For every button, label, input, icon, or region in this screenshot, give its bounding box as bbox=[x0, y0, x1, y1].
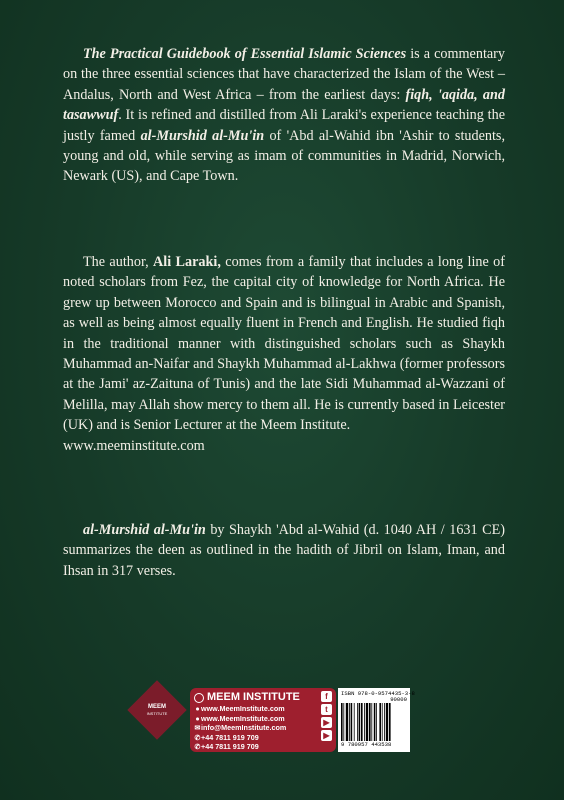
sciences-list: fiqh, 'aqida, and tasawwuf bbox=[63, 86, 505, 124]
author-bio: comes from a family that includes a long line of noted scholars from Fez, the capital city of knowledge for North Africa. He grew up between Morocco and Spain and is bilingual in Arabic and Spanish, as well as being almost equally fluent in French and English. He studied fiqh in the traditional manner with distinguished scholars such as Shaykh Muhammad an-Naifar and Shaykh Muhammad al-Lakhwa (former professors at the Jami' az-Zaituna of Tunis) and the late Sidi Muhammad al-Wazzani of Melilla, may Allah show mercy to them all. He is currently based in Leicester (UK) and is Senior Lecturer at the Meem Institute. bbox=[63, 254, 505, 434]
isbn-text: ISBN 978-0-9574435-3-8 bbox=[341, 690, 415, 697]
contact-line-4[interactable]: +44 7811 919 709 bbox=[201, 732, 259, 742]
murshid-title: al-Murshid al-Mu'in bbox=[140, 127, 265, 144]
social-icons bbox=[321, 691, 334, 741]
contact-line-5[interactable]: +44 7811 919 709 bbox=[201, 742, 259, 752]
globe-icon: ● bbox=[195, 704, 200, 713]
logo-name: MEEM bbox=[148, 704, 166, 710]
description-text-3: of 'Abd al-Wahid ibn 'Ashir to students, young and old, while serving as imam of communities in Madrid, Norwich, Newark (US), and Cape Town. bbox=[63, 127, 505, 185]
play-icon[interactable]: ▶ bbox=[321, 717, 332, 728]
phone-icon: ✆ bbox=[194, 732, 201, 742]
description-text: is a commentary on the three essential sciences that have characterized the Islam of the West – Andalus, North and West Africa – from the earliest days: bbox=[63, 46, 505, 103]
description-text-2: . It is refined and distilled from Ali Laraki's experience teaching the justly famed bbox=[63, 107, 505, 144]
globe-icon-2: ● bbox=[195, 713, 200, 723]
youtube-icon[interactable]: ▶ bbox=[321, 730, 332, 741]
facebook-icon[interactable]: f bbox=[321, 691, 332, 702]
contact-line-1[interactable]: www.MeemInstitute.com bbox=[201, 704, 285, 713]
isbn-barcode bbox=[338, 688, 415, 752]
twitter-icon[interactable]: t bbox=[321, 704, 332, 715]
author-paragraph bbox=[63, 252, 505, 456]
book-title: The Practical Guidebook of Essential Islamic Sciences bbox=[83, 46, 407, 62]
logo-sub: INSTITUTE bbox=[146, 711, 168, 716]
website-link[interactable]: www.meeminstitute.com bbox=[63, 437, 205, 454]
murshid-title-2: al-Murshid al-Mu'in bbox=[83, 522, 206, 538]
contact-line-2[interactable]: www.MeemInstitute.com bbox=[201, 713, 285, 723]
description-paragraph bbox=[63, 44, 505, 187]
whatsapp-icon: ✆ bbox=[194, 742, 201, 752]
contact-brand: MEEM INSTITUTE bbox=[207, 691, 300, 703]
author-intro: The author, bbox=[83, 254, 154, 270]
murshid-paragraph bbox=[63, 520, 505, 581]
contact-line-3[interactable]: info@MeemInstitute.com bbox=[201, 723, 287, 733]
barcode-bars bbox=[341, 703, 407, 741]
barcode-number: 9 780957 443538 bbox=[341, 741, 392, 748]
mail-icon: ✉ bbox=[194, 723, 201, 733]
price-code: 90000 bbox=[390, 696, 407, 703]
instagram-icon bbox=[194, 693, 204, 703]
author-name: Ali Laraki, bbox=[153, 254, 221, 270]
contact-box bbox=[190, 688, 336, 752]
meem-logo bbox=[128, 681, 186, 739]
murshid-text: by Shaykh 'Abd al-Wahid (d. 1040 AH / 1631 CE) summarizes the deen as outlined in the hadith of Jibril on Islam, Iman, and Ihsan in 317 verses. bbox=[63, 522, 505, 579]
